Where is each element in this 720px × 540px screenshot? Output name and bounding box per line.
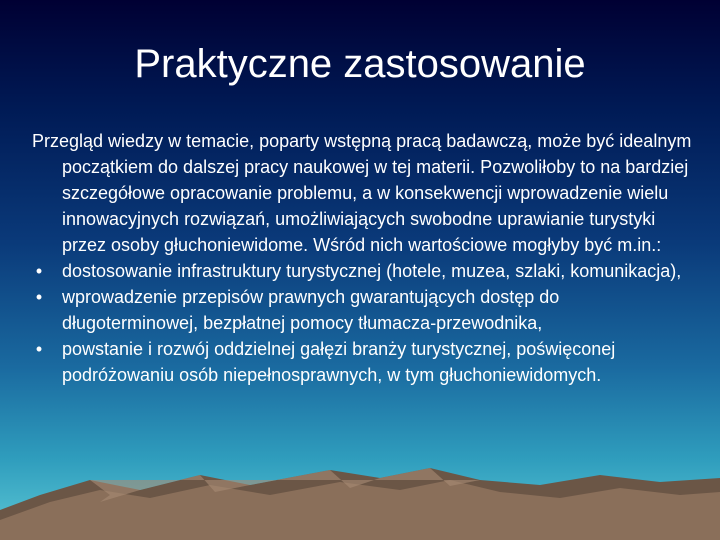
mountain-range-illustration (0, 440, 720, 540)
bullet-text: wprowadzenie przepisów prawnych gwarantujących dostęp do długoterminowej, bezpłatnej pomocy tłumacza-przewodnika, (62, 287, 560, 333)
bullet-text: dostosowanie infrastruktury turystycznej (hotele, muzea, szlaki, komunikacja), (62, 261, 682, 281)
bullet-icon: • (35, 339, 43, 359)
slide-body (32, 128, 692, 388)
bullet-item (32, 258, 692, 284)
bullet-icon: • (35, 261, 43, 281)
intro-paragraph: Przegląd wiedzy w temacie, poparty wstępną pracą badawczą, może być idealnym początkiem do dalszej pracy naukowej w tej materii. Pozwoliłoby to na bardziej szczegółowe opracowanie problemu, a w konsekwencji wprowadzenie wielu innowacyjnych rozwiązań, umożliwiających swobodne uprawianie turystyki przez osoby głuchoniewidome. Wśród nich wartościowe mogłyby być m.in.: (32, 131, 692, 255)
bullet-item (32, 284, 692, 336)
bullet-item (32, 336, 692, 388)
slide-title: Praktyczne zastosowanie (134, 42, 586, 86)
bullet-text: powstanie i rozwój oddzielnej gałęzi branży turystycznej, poświęconej podróżowaniu osób niepełnosprawnych, w tym głuchoniewidomych. (62, 339, 616, 385)
bullet-icon: • (35, 287, 43, 307)
bullet-list (32, 258, 692, 388)
